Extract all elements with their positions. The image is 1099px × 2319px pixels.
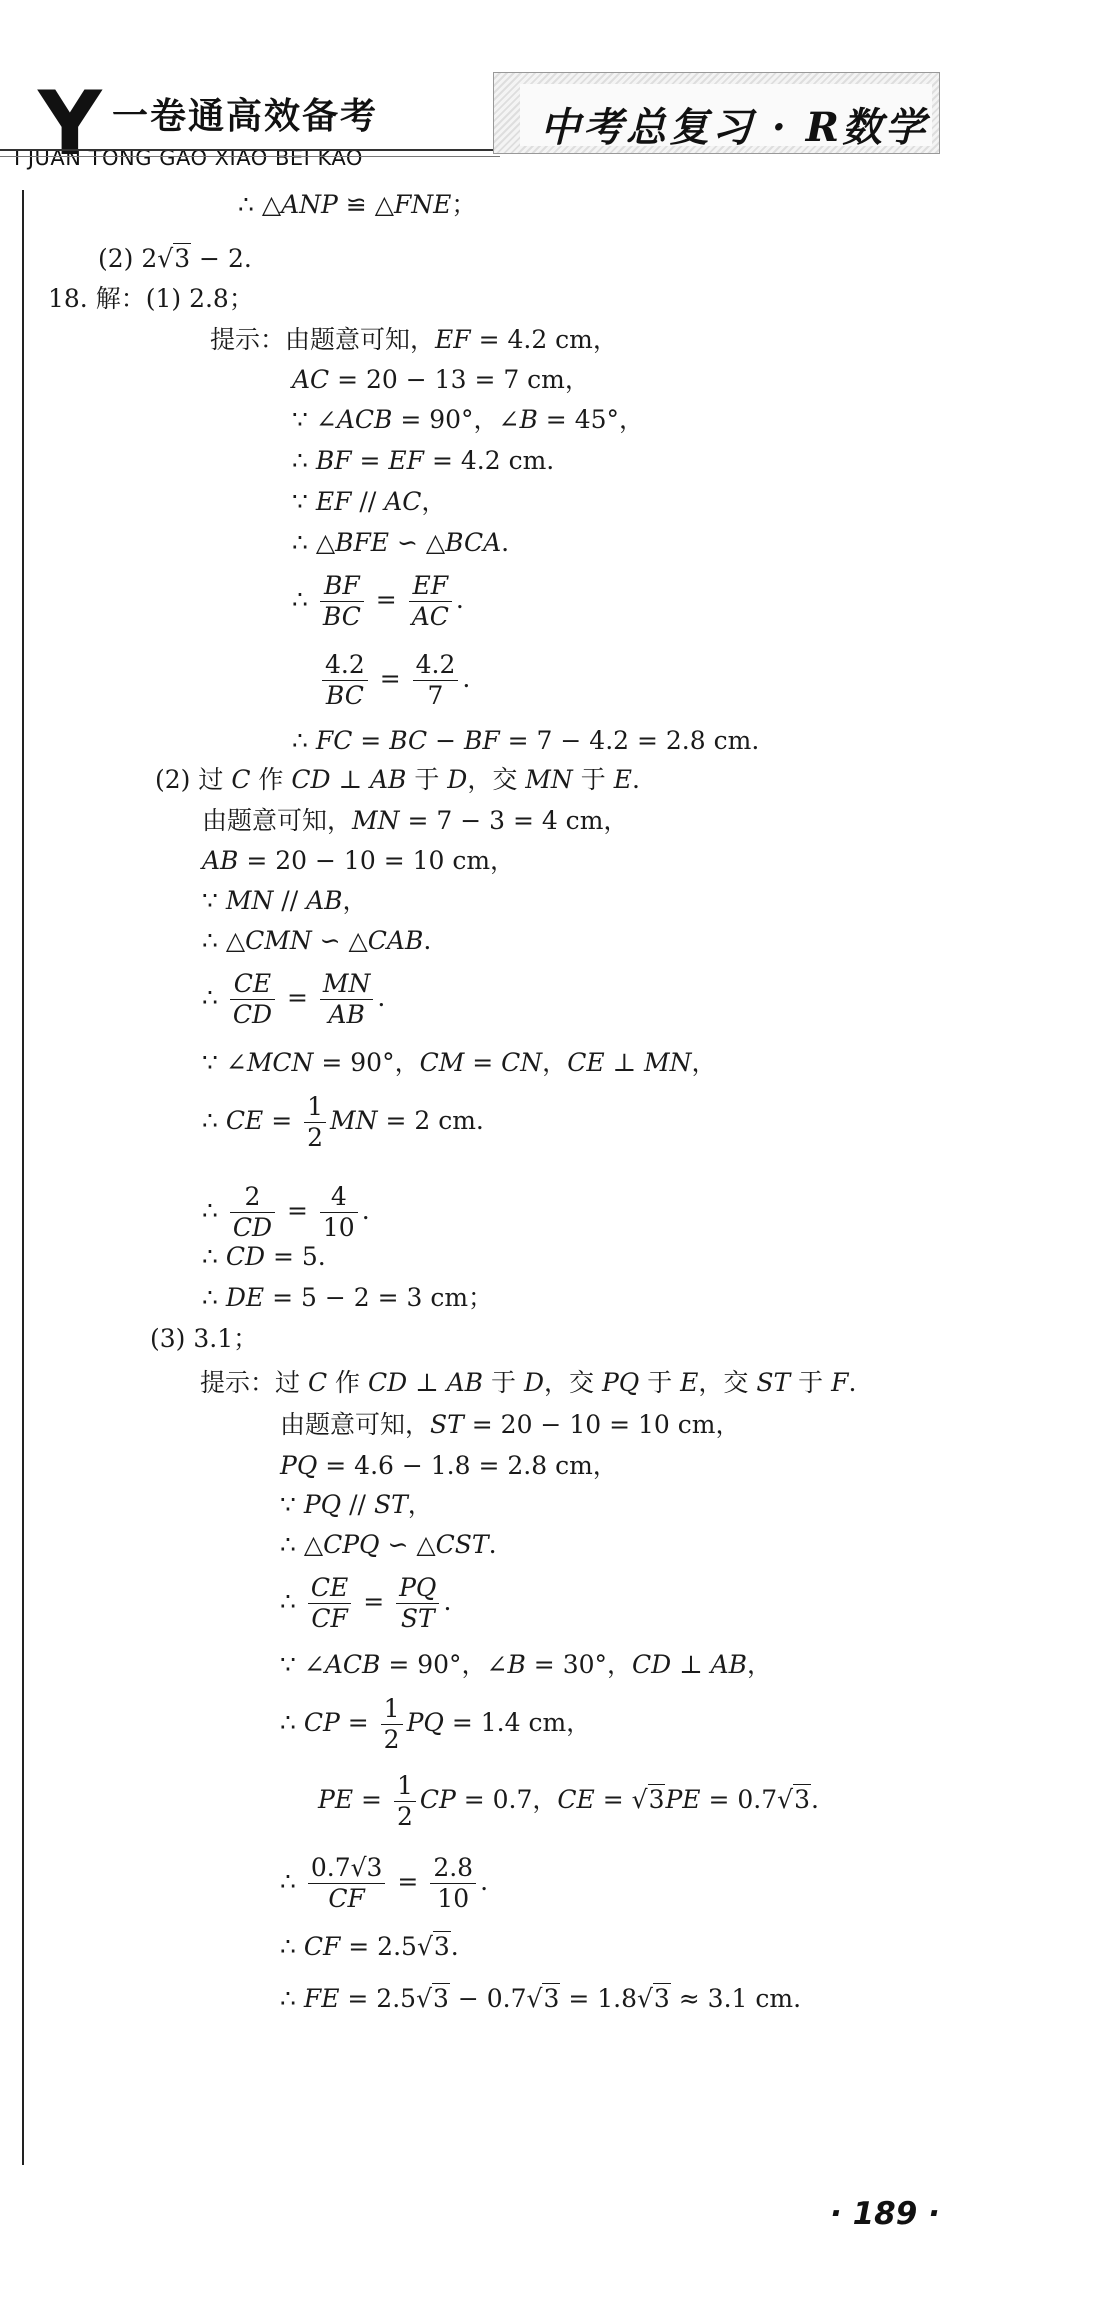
fraction: $\frac{0.7√3}{CF}$ <box>308 1853 386 1914</box>
series-title: 中考总复习 · R数学 <box>540 104 929 151</box>
solution-line: ∵ MN // AB， <box>202 886 368 915</box>
brand-title: 一卷通高效备考 <box>112 96 379 137</box>
fraction: $\frac{4.2}{BC}$ <box>322 650 368 711</box>
solution-line: AB = 20 − 10 = 10 cm， <box>202 846 516 875</box>
fraction: $\frac{MN}{AB}$ <box>320 969 373 1030</box>
solution-line: ∵ ∠ACB = 90°，∠B = 45°， <box>292 405 645 434</box>
solution-line: ∴ $\frac{2}{CD}$ = $\frac{4}{10}$ . <box>202 1182 370 1242</box>
solution-line: ∴ △CPQ ∽ △CST. <box>280 1530 497 1559</box>
fraction: $\frac{1}{2}$ <box>394 1771 416 1832</box>
solution-line: ∴ CD = 5. <box>202 1242 326 1271</box>
solution-line: ∵ ∠ACB = 90°，∠B = 30°，CD ⊥ AB， <box>280 1650 773 1679</box>
solution-line: ∵ EF // AC， <box>292 487 447 516</box>
fraction: $\frac{1}{2}$ <box>381 1694 403 1755</box>
solution-line: ∴ CE = $\frac{1}{2}$ MN = 2 cm. <box>202 1092 484 1152</box>
solution-line: (2) 2√3 − 2. <box>98 244 252 273</box>
logo-letter: Y <box>38 72 102 175</box>
fraction: $\frac{2.8}{10}$ <box>430 1853 476 1914</box>
solution-line: 提示：过 C 作 CD ⊥ AB 于 D，交 PQ 于 E，交 ST 于 F. <box>200 1368 857 1397</box>
solution-line: AC = 20 − 13 = 7 cm， <box>292 365 590 394</box>
solution-line: ∴ $\frac{0.7√3}{CF}$ = $\frac{2.8}{10}$ . <box>280 1853 489 1913</box>
solution-line: 18. 解：(1) 2.8； <box>48 284 254 313</box>
solution-line: ∴ FE = 2.5√3 − 0.7√3 = 1.8√3 ≈ 3.1 cm. <box>280 1984 802 2013</box>
solution-line: PE = $\frac{1}{2}$ CP = 0.7，CE = √3PE = 0.7√3. <box>318 1771 819 1831</box>
fraction: $\frac{EF}{AC}$ <box>409 571 452 632</box>
solution-line: ∴ DE = 5 − 2 = 3 cm； <box>202 1283 494 1312</box>
fraction: $\frac{CE}{CD}$ <box>230 969 275 1030</box>
solution-line: (2) 过 C 作 CD ⊥ AB 于 D，交 MN 于 E. <box>155 765 640 794</box>
fraction: $\frac{4}{10}$ <box>320 1182 358 1243</box>
solution-line: ∴ $\frac{BF}{BC}$ = $\frac{EF}{AC}$ . <box>292 571 464 631</box>
solution-line: $\frac{4.2}{BC}$ = $\frac{4.2}{7}$ . <box>318 650 470 711</box>
solution-line: ∵ ∠MCN = 90°，CM = CN，CE ⊥ MN， <box>202 1048 717 1077</box>
solution-line: 由题意可知，MN = 7 − 3 = 4 cm， <box>202 806 629 835</box>
fraction: $\frac{PQ}{ST}$ <box>396 1573 439 1634</box>
solution-line: ∴ CF = 2.5√3. <box>280 1932 459 1961</box>
solution-line: ∴ △ANP ≌ △FNE； <box>238 190 477 219</box>
fraction: $\frac{CE}{CF}$ <box>308 1573 351 1634</box>
solution-line: ∵ PQ // ST， <box>280 1490 433 1519</box>
solution-line: 由题意可知，ST = 20 − 10 = 10 cm， <box>280 1410 741 1439</box>
solution-line: ∴ FC = BC − BF = 7 − 4.2 = 2.8 cm. <box>292 726 760 755</box>
fraction: $\frac{1}{2}$ <box>304 1092 326 1153</box>
solution-line: ∴ △BFE ∽ △BCA. <box>292 528 510 557</box>
solution-line: 提示：由题意可知，EF = 4.2 cm， <box>210 325 618 354</box>
solution-line: (3) 3.1； <box>150 1324 259 1353</box>
brand-pinyin: I JUAN TONG GAO XIAO BEI KAO <box>14 146 363 170</box>
solution-line: ∴ $\frac{CE}{CF}$ = $\frac{PQ}{ST}$ . <box>280 1573 452 1633</box>
solution-line: ∴ △CMN ∽ △CAB. <box>202 926 432 955</box>
solution-line: PQ = 4.6 − 1.8 = 2.8 cm， <box>280 1451 618 1480</box>
fraction: $\frac{4.2}{7}$ <box>413 650 459 711</box>
solution-line: ∴ CP = $\frac{1}{2}$ PQ = 1.4 cm， <box>280 1694 592 1754</box>
solution-line: ∴ $\frac{CE}{CD}$ = $\frac{MN}{AB}$ . <box>202 969 386 1029</box>
fraction: $\frac{2}{CD}$ <box>230 1182 275 1243</box>
solution-line: ∴ BF = EF = 4.2 cm. <box>292 446 555 475</box>
fraction: $\frac{BF}{BC}$ <box>320 571 364 632</box>
page-number: · 189 · <box>830 2196 940 2232</box>
